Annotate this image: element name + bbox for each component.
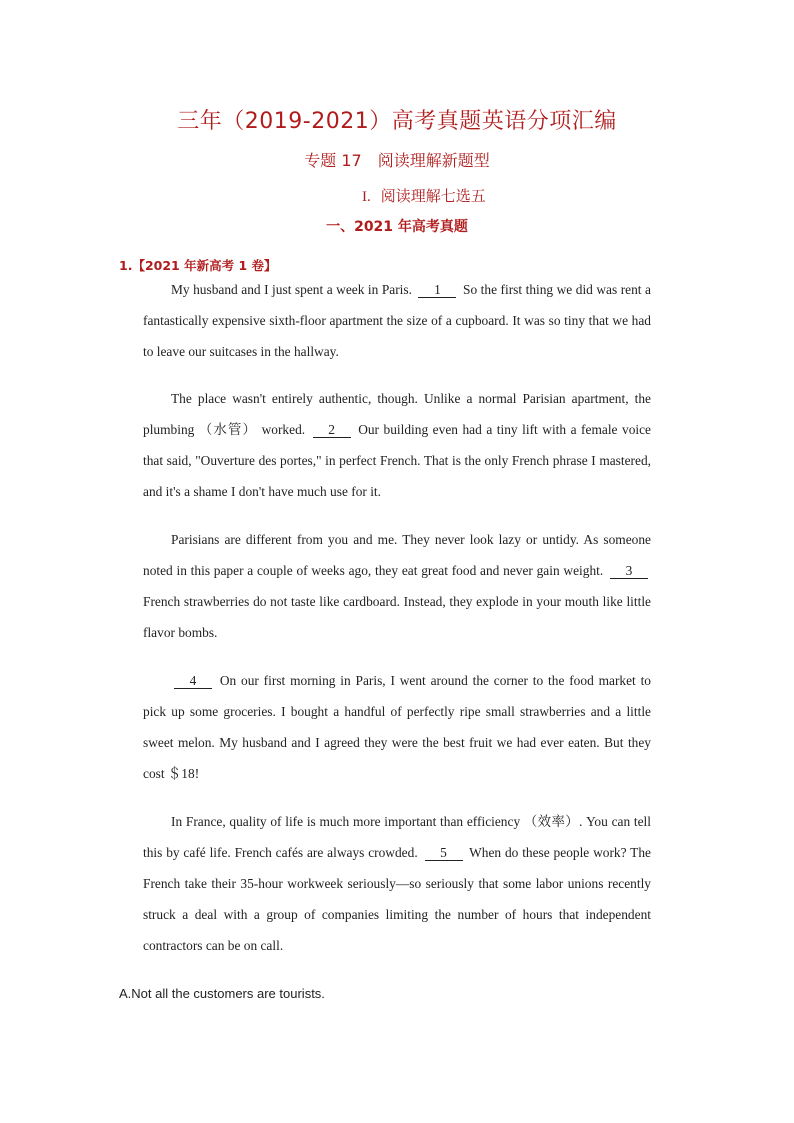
paragraph-text: In France, quality of life is much more important than efficiency （效率）. You can tell this by café life. French cafés are always crowded. — [143, 814, 651, 860]
paragraph-text: When do these people work? The French take their 35-hour workweek seriously—so seriously that some labor unions recently struck a deal with a group of companies limiting the number of hours that independent contractors can be on call. — [143, 845, 651, 953]
passage-paragraph-2 — [143, 383, 651, 507]
blank-2: 2 — [313, 422, 351, 438]
blank-4: 4 — [174, 673, 212, 689]
paragraph-text: French strawberries do not taste like cardboard. Instead, they explode in your mouth like little flavor bombs. — [143, 594, 651, 640]
blank-5: 5 — [425, 845, 463, 861]
section-heading — [362, 185, 486, 206]
paragraph-text: So the first thing we did was rent a fantastically expensive sixth-floor apartment the size of a cupboard. It was so tiny that we had to leave our suitcases in the hallway. — [143, 282, 651, 359]
section-heading-text: 阅读理解七选五 — [380, 187, 486, 205]
paragraph-text: On our first morning in Paris, I went around the corner to the food market to pick up some groceries. I bought a handful of perfectly ripe small strawberries and a little sweet melon. My husband and I agreed they were the best fruit we had ever eaten. But they cost ＄18! — [143, 673, 651, 781]
option-a: A.Not all the customers are tourists. — [119, 986, 325, 1001]
question-label: 1.【2021 年新高考 1 卷】 — [119, 258, 277, 273]
passage-paragraph-1 — [143, 274, 651, 367]
section-number: I. — [362, 189, 371, 205]
document-title: 三年（2019-2021）高考真题英语分项汇编 — [177, 109, 617, 134]
passage-paragraph-5 — [143, 806, 651, 961]
year-heading: 一、2021 年高考真题 — [326, 219, 468, 235]
paragraph-text: My husband and I just spent a week in Paris. — [171, 282, 412, 297]
paragraph-text: The place wasn't entirely authentic, though. Unlike a normal Parisian apartment, the plumbing （水管） worked. — [143, 391, 651, 437]
paragraph-text: Parisians are different from you and me. They never look lazy or untidy. As someone noted in this paper a couple of weeks ago, they eat great food and never gain weight. — [143, 532, 651, 578]
passage-paragraph-3 — [143, 524, 651, 648]
blank-3: 3 — [610, 563, 648, 579]
paragraph-text: Our building even had a tiny lift with a female voice that said, "Ouverture des portes," in perfect French. That is the only French phrase I mastered, and it's a shame I don't have much use for it. — [143, 422, 651, 499]
blank-1: 1 — [418, 282, 456, 298]
passage-paragraph-4 — [143, 665, 651, 789]
document-subtitle: 专题 17 阅读理解新题型 — [304, 151, 490, 170]
